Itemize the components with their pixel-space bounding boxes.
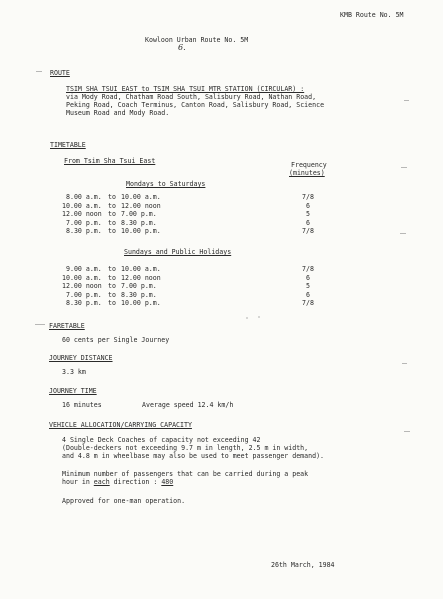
timetable-to-time: 7.00 p.m. xyxy=(121,282,157,291)
allocation-heading: VEHICLE ALLOCATION/CARRYING CAPACITY xyxy=(49,421,192,429)
route-heading: ROUTE xyxy=(50,69,70,77)
timetable-to-time: 8.30 p.m. xyxy=(121,218,157,227)
route-reference: KMB Route No. 5M xyxy=(340,11,404,19)
allocation-line: and 4.8 m in wheelbase may also be used to meet passenger demand). xyxy=(62,452,325,460)
document-title: Kowloon Urban Route No. 5M xyxy=(145,36,249,44)
timetable-to-word: to xyxy=(108,201,116,210)
frequency-unit: (minutes) xyxy=(289,169,325,177)
timetable-from-time: 12.00 noon xyxy=(62,210,102,219)
faretable-heading: FARETABLE xyxy=(49,322,85,330)
distance-heading: JOURNEY DISTANCE xyxy=(49,354,113,362)
timetable-from-time: 8.00 a.m. xyxy=(66,193,102,201)
min-text-a: hour in xyxy=(62,478,90,486)
timetable-to-word: to xyxy=(108,299,116,308)
timetable-frequency: 7/8 xyxy=(302,193,314,201)
timetable-to-word: to xyxy=(108,210,116,219)
journey-time-heading: JOURNEY TIME xyxy=(49,387,97,395)
timetable-to-time: 8.30 p.m. xyxy=(121,290,157,299)
timetable-to-word: to xyxy=(108,265,116,273)
timetable-from: From Tsim Sha Tsui East xyxy=(64,157,156,165)
route-via-line: Peking Road, Coach Terminus, Canton Road, Salisbury Road, Science xyxy=(66,101,325,109)
timetable-to-word: to xyxy=(108,290,116,299)
scan-speck xyxy=(246,317,248,319)
scan-mark xyxy=(404,100,409,101)
handwritten-mark: 6. xyxy=(178,43,186,52)
timetable-from-time: 7.00 p.m. xyxy=(66,290,102,299)
scan-mark xyxy=(35,324,45,325)
timetable-frequency: 6 xyxy=(306,273,310,282)
allocation-line: (Double-deckers not exceeding 9.7 m in length, 2.5 m in width, xyxy=(62,444,309,452)
timetable-to-time: 7.00 p.m. xyxy=(121,210,157,219)
timetable-from-time: 7.00 p.m. xyxy=(66,218,102,227)
timetable-to-time: 12.00 noon xyxy=(121,201,161,210)
min-text-b: direction : xyxy=(113,478,158,486)
scan-mark xyxy=(400,233,406,234)
timetable-from-time: 12.00 noon xyxy=(62,282,102,291)
minimum-passengers-line: Minimum number of passengers that can be carried during a peak xyxy=(62,470,309,478)
distance-text: 3.3 km xyxy=(62,368,86,376)
timetable-from-time: 10.00 a.m. xyxy=(62,201,102,210)
timetable-to-time: 10.00 p.m. xyxy=(121,227,161,236)
journey-time-text: 16 minutes xyxy=(62,401,102,409)
timetable-frequency: 5 xyxy=(306,282,310,291)
timetable-to-word: to xyxy=(108,273,116,282)
route-via-line: via Mody Road, Chatham Road South, Salisbury Road, Nathan Road, xyxy=(66,93,317,101)
timetable-to-time: 12.00 noon xyxy=(121,273,161,282)
timetable-from-time: 10.00 a.m. xyxy=(62,273,102,282)
timetable-frequency: 6 xyxy=(306,290,310,299)
timetable-to-time: 10.00 a.m. xyxy=(121,265,161,273)
timetable-frequency: 5 xyxy=(306,210,310,219)
route-via-line: Museum Road and Mody Road. xyxy=(66,109,170,117)
timetable-to-word: to xyxy=(108,193,116,201)
timetable-frequency: 7/8 xyxy=(302,227,314,236)
timetable-heading: TIMETABLE xyxy=(50,141,86,149)
fare-text: 60 cents per Single Journey xyxy=(62,336,170,344)
timetable-from-time: 9.00 a.m. xyxy=(66,265,102,273)
timetable-from-time: 8.30 p.m. xyxy=(66,227,102,236)
document-date: 26th March, 1984 xyxy=(271,561,335,569)
timetable-frequency: 6 xyxy=(306,218,310,227)
timetable-frequency: 6 xyxy=(306,201,310,210)
timetable-to-time: 10.00 p.m. xyxy=(121,299,161,308)
allocation-line: 4 Single Deck Coaches of capacity not exceeding 42 xyxy=(62,436,261,444)
scan-mark xyxy=(36,71,42,72)
minimum-passengers-line2 xyxy=(62,478,173,486)
timetable-to-word: to xyxy=(108,218,116,227)
holidays-label: Sundays and Public Holidays xyxy=(124,248,232,256)
scan-mark xyxy=(401,167,407,168)
scan-mark xyxy=(402,363,407,364)
timetable-frequency: 7/8 xyxy=(302,299,314,308)
average-speed: Average speed 12.4 km/h xyxy=(142,401,234,409)
timetable-from-time: 8.30 p.m. xyxy=(66,299,102,308)
scan-mark xyxy=(404,431,410,432)
frequency-label: Frequency xyxy=(291,161,327,169)
approval-note: Approved for one-man operation. xyxy=(62,497,186,505)
route-termini: TSIM SHA TSUI EAST to TSIM SHA TSUI MTR STATION (CIRCULAR) : xyxy=(66,85,305,93)
weekdays-label: Mondays to Saturdays xyxy=(126,180,206,188)
min-value: 480 xyxy=(161,478,174,486)
timetable-frequency: 7/8 xyxy=(302,265,314,273)
scan-speck xyxy=(258,316,260,318)
min-text-each: each xyxy=(93,478,110,486)
timetable-to-time: 10.00 a.m. xyxy=(121,193,161,201)
timetable-to-word: to xyxy=(108,227,116,236)
timetable-to-word: to xyxy=(108,282,116,291)
